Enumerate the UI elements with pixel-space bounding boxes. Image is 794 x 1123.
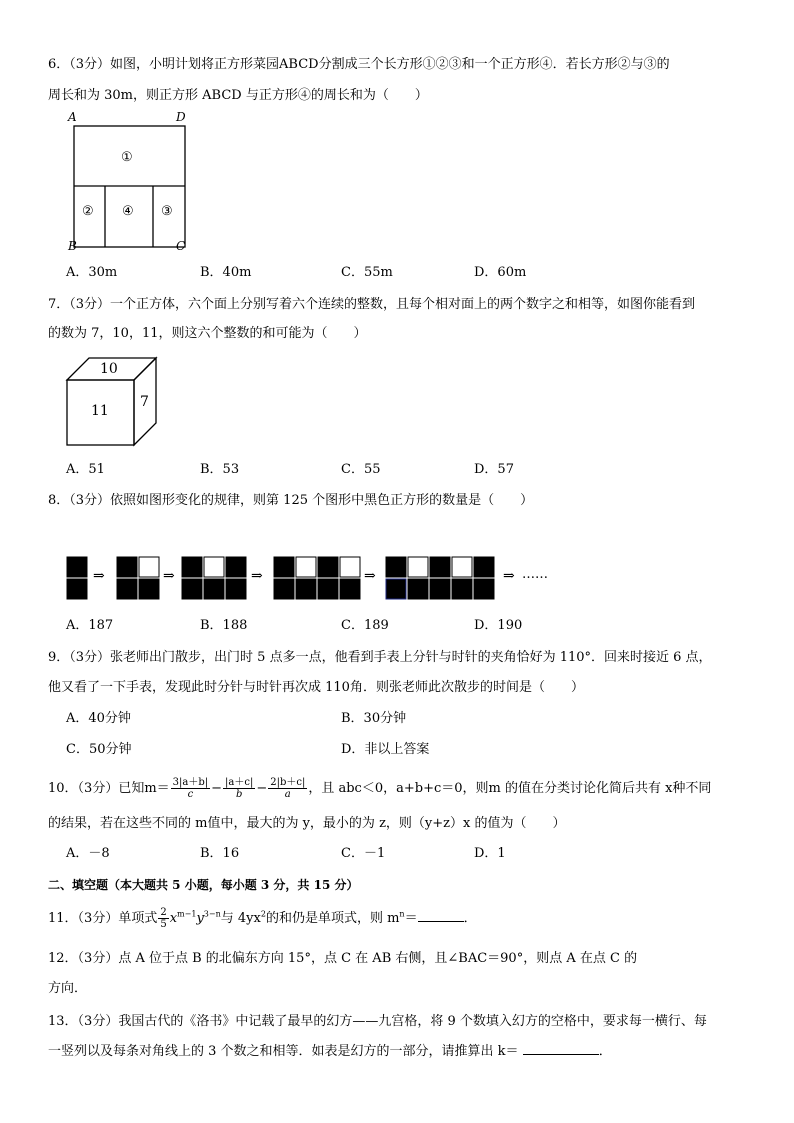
coefficient-denominator: 5	[160, 919, 167, 930]
q6-option-d: D．60m	[474, 265, 527, 280]
q8-option-c: C．189	[341, 618, 389, 633]
pattern-figure-1	[67, 557, 87, 599]
q13-answer-blank[interactable]	[523, 1042, 599, 1055]
q7-option-b: B．53	[200, 462, 240, 477]
q11-var-y: y	[196, 911, 204, 926]
pattern-figure-2	[117, 557, 159, 599]
q11-exp-1: m−1	[177, 909, 197, 919]
q9-line2: 他又看了一下手表，发现此时分针与时针再次成 110角．则张老师此次散步的时间是（ ）	[48, 680, 584, 695]
q7-option-d: D．57	[474, 462, 514, 477]
cube-top-number: 10	[100, 361, 118, 377]
q8-option-b: B．188	[200, 618, 248, 633]
pattern-figure-3	[182, 557, 246, 599]
region-4-label: ④	[122, 204, 134, 219]
q6-option-c: C．55m	[341, 265, 393, 280]
fraction-2-numerator: |a＋c|	[225, 777, 254, 788]
q10-line2: 的结果，若在这些不同的 m值中，最大的为 y，最小的为 z，则（y+z）x 的值为（ ）	[48, 816, 566, 831]
q10-option-c: C．－1	[341, 846, 386, 861]
q11-equals: ＝	[404, 911, 418, 926]
q6-line2: 周长和为 30m，则正方形 ABCD 与正方形④的周长和为（ ）	[48, 88, 428, 103]
q11-coefficient	[158, 907, 168, 930]
label-d: D	[176, 110, 186, 124]
q9-line1: 9．（3分）张老师出门散步，出门时 5 点多一点，他看到手表上分针与时针的夹角恰好为 110°．回来时接近 6 点，	[48, 650, 712, 665]
q10-option-a: A．－8	[66, 846, 110, 861]
region-2-label: ②	[82, 204, 94, 219]
q10-fraction-1	[171, 777, 210, 800]
q8-option-a: A．187	[66, 618, 114, 633]
fraction-2-denominator: b	[235, 789, 243, 800]
q13-line2-text: 一竖列以及每条对角线上的 3 个数之和相等．如表是幻方的一部分，请推算出 k＝	[48, 1044, 519, 1059]
q10-fraction-3	[268, 777, 307, 800]
cube-side-number: 7	[140, 394, 149, 410]
q10-prefix: 10．（3分）已知m＝	[48, 781, 170, 796]
region-1-label: ①	[121, 150, 133, 165]
pattern-figure-5	[386, 557, 494, 599]
arrow-4: ⇒	[364, 568, 376, 584]
fraction-1-denominator: c	[187, 789, 194, 800]
q13-line1: 13．（3分）我国古代的《洛书》中记载了最早的幻方——九宫格，将 9 个数填入幻方的空格中，要求每一横行、每	[48, 1014, 707, 1029]
q6-figure-svg	[60, 110, 200, 260]
label-c: C	[176, 239, 186, 253]
q10-option-d: D．1	[474, 846, 506, 861]
q6-option-a: A．30m	[66, 265, 118, 280]
q7-line1: 7．（3分）一个正方体，六个面上分别写着六个连续的整数，且每个相对面上的两个数字之和相等，如图你能看到	[48, 297, 696, 312]
q11-exp-3: 2	[260, 909, 266, 919]
q8-line1: 8．（3分）依照如图形变化的规律，则第 125 个图形中黑色正方形的数量是（ ）	[48, 493, 534, 508]
q11-var-x: x	[169, 911, 178, 926]
q11-prefix: 11．（3分）单项式	[48, 911, 158, 926]
q11-exp-4: n	[399, 909, 405, 919]
q8-pattern-svg	[66, 555, 566, 603]
arrow-5: ⇒	[503, 568, 515, 584]
arrow-2: ⇒	[163, 568, 175, 584]
fraction-3-numerator: 2|b＋c|	[270, 777, 306, 788]
section-2-heading: 二、填空题（本大题共 5 小题，每小题 3 分，共 15 分）	[48, 878, 359, 892]
q7-option-a: A．51	[66, 462, 105, 477]
ellipsis: ……	[522, 567, 548, 582]
q11-exp-2: 3−n	[203, 909, 221, 919]
q9-option-b: B．30分钟	[341, 711, 407, 726]
q11-answer-blank[interactable]	[418, 909, 464, 922]
pattern-figure-4	[274, 557, 360, 599]
cube-front-number: 11	[91, 403, 109, 419]
q7-line2: 的数为 7，10，11，则这六个整数的和可能为（ ）	[48, 326, 367, 341]
arrow-3: ⇒	[251, 568, 263, 584]
q7-option-c: C．55	[341, 462, 381, 477]
q10-fraction-2	[223, 777, 255, 800]
coefficient-numerator: 2	[160, 907, 167, 918]
q12-line2: 方向．	[48, 981, 88, 996]
fraction-3-denominator: a	[284, 789, 291, 800]
q9-option-d: D．非以上答案	[341, 742, 430, 757]
fraction-1-numerator: 3|a＋b|	[172, 777, 209, 788]
label-b: B	[68, 239, 77, 253]
arrow-1: ⇒	[93, 568, 105, 584]
q8-pattern	[66, 555, 566, 603]
q10-line1: 10．（3分）已知m＝ $\frac{3|a+b|}{c}$ − $\frac{|a+c|}{b}$ − $\frac{2|b+c|}{a}$ ，且 abc＜0，a+b+c＝0，则m 的值在分类讨论化简后共有 x种不同	[48, 777, 712, 800]
q7-cube	[60, 352, 170, 450]
q9-option-a: A．40分钟	[66, 711, 131, 726]
q12-line1: 12．（3分）点 A 位于点 B 的北偏东方向 15°，点 C 在 AB 右侧，且∠BAC＝90°，则点 A 在点 C 的	[48, 951, 638, 966]
region-3-label: ③	[161, 204, 173, 219]
q10-option-b: B．16	[200, 846, 240, 861]
q6-figure	[60, 110, 200, 260]
q6-line1: 6．（3分）如图，小明计划将正方形菜园ABCD分割成三个长方形①②③和一个正方形④．若长方形②与③的	[48, 57, 670, 72]
q8-option-d: D．190	[474, 618, 523, 633]
q9-option-c: C．50分钟	[66, 742, 132, 757]
q11-suffix: 的和仍是单项式，则 m	[265, 911, 400, 926]
q11-line	[48, 906, 477, 932]
q11-period: ．	[463, 911, 477, 926]
q11-mid: 与 4yx	[220, 911, 261, 926]
q13-line2	[48, 1042, 612, 1061]
q10-suffix: ，且 abc＜0，a+b+c＝0，则m 的值在分类讨论化简后共有 x种不同	[308, 781, 712, 796]
label-a: A	[68, 110, 77, 124]
q13-period: ．	[598, 1044, 612, 1059]
q6-option-b: B．40m	[200, 265, 252, 280]
